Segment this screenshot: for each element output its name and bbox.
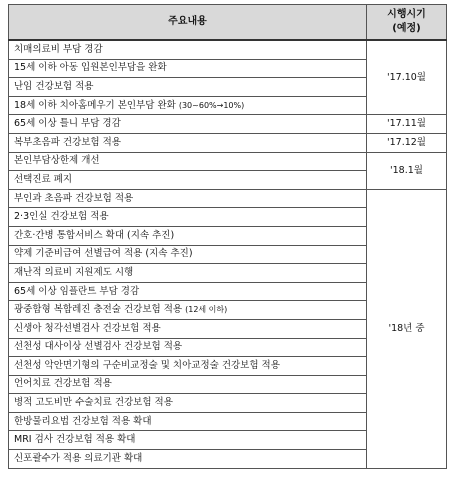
policy-item: 65세 이상 임플란트 부담 경감 (9, 282, 367, 301)
table-row (9, 115, 447, 134)
policy-item: 병적 고도비만 수술치료 건강보험 적용 (9, 394, 367, 413)
policy-schedule-table (8, 4, 447, 469)
policy-item: 신포괄수가 적용 의료기관 확대 (9, 450, 367, 469)
policy-item: 2·3인실 건강보험 적용 (9, 208, 367, 227)
policy-schedule-container (8, 4, 447, 469)
policy-item: 한방물리요법 건강보험 적용 확대 (9, 412, 367, 431)
header-row (9, 5, 447, 41)
policy-item: 언어치료 건강보험 적용 (9, 375, 367, 394)
table-body (9, 40, 447, 468)
timing-cell: '17.11월 (367, 115, 447, 134)
header-timing (367, 5, 447, 41)
policy-item-text: 18세 이하 치아홈메우기 본인부담 완화 (14, 99, 179, 111)
header-timing-label: 시행시기 (387, 9, 426, 20)
policy-item: 본인부담상한제 개선 (9, 152, 367, 171)
policy-item: 선천성 악안면기형의 구순비교정술 및 치아교정술 건강보험 적용 (9, 357, 367, 376)
policy-item: 선천성 대사이상 선별검사 건강보험 적용 (9, 338, 367, 357)
header-content: 주요내용 (9, 5, 367, 41)
policy-item (9, 96, 367, 115)
timing-cell: '17.12월 (367, 133, 447, 152)
policy-item-text: 광중합형 복합레진 충전술 건강보험 적용 (14, 304, 186, 316)
policy-item: 복부초음파 건강보험 적용 (9, 133, 367, 152)
timing-cell: '18.1월 (367, 152, 447, 189)
policy-item: MRI 검사 건강보험 적용 확대 (9, 431, 367, 450)
policy-item: 15세 이하 아동 입원본인부담을 완화 (9, 59, 367, 78)
timing-cell: '17.10월 (367, 40, 447, 115)
table-row (9, 40, 447, 59)
table-row (9, 152, 447, 171)
header-timing-note: (예정) (392, 23, 421, 34)
policy-item: 난임 건강보험 적용 (9, 78, 367, 97)
policy-item: 65세 이상 틀니 부담 경감 (9, 115, 367, 134)
policy-item: 약제 기준비급여 선별급여 적용 (지속 추진) (9, 245, 367, 264)
table-header (9, 5, 447, 41)
policy-item: 치매의료비 부담 경감 (9, 40, 367, 59)
policy-item: 부인과 초음파 건강보험 적용 (9, 189, 367, 208)
policy-item-note: (12세 이하) (185, 305, 228, 315)
policy-item: 신생아 청각선별검사 건강보험 적용 (9, 319, 367, 338)
policy-item-note: (30~60%→10%) (178, 100, 245, 110)
policy-item (9, 301, 367, 320)
policy-item: 간호·간병 통합서비스 확대 (지속 추진) (9, 226, 367, 245)
policy-item: 재난적 의료비 지원제도 시행 (9, 264, 367, 283)
policy-item: 선택진료 폐지 (9, 171, 367, 190)
timing-cell: '18년 중 (367, 189, 447, 468)
table-row (9, 133, 447, 152)
table-row (9, 189, 447, 208)
